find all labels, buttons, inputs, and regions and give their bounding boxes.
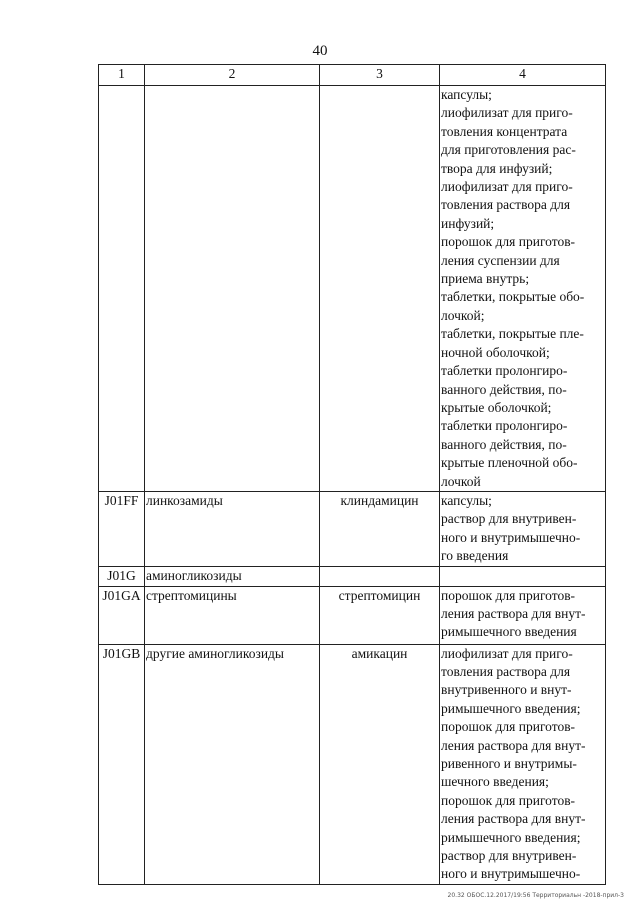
dosage-form-line: ления раствора для внут-: [441, 737, 586, 753]
dosage-form-line: раствор для внутривен-: [441, 848, 577, 864]
dosage-form-line: таблетки пролонгиро-: [441, 418, 568, 434]
pharm-group-cell: линкозамиды: [145, 491, 320, 566]
pharm-group-cell: другие аминогликозиды: [145, 644, 320, 884]
dosage-form-line: шечного введения;: [441, 774, 549, 790]
atc-code-cell: J01G: [99, 566, 145, 586]
dosage-form-line: порошок для приготов-: [441, 234, 576, 250]
dosage-form-line: лочкой: [441, 473, 481, 489]
page-number: 40: [312, 43, 328, 59]
atc-code-cell: J01GA: [99, 586, 145, 644]
inn-cell: [320, 86, 440, 492]
dosage-form-line: раствор для внутривен-: [441, 511, 577, 527]
inn-cell: [320, 566, 440, 586]
dosage-form-line: порошок для приготов-: [441, 719, 576, 735]
inn-cell: амикацин: [320, 644, 440, 884]
dosage-form-line: внутривенного и внут-: [441, 682, 572, 698]
dosage-form-line: капсулы;: [441, 87, 492, 102]
atc-code-cell: [99, 86, 145, 492]
header-cell: 3: [320, 65, 440, 86]
dosage-form-line: ления раствора для внут-: [441, 605, 586, 621]
footer-stamp: 20.32 ОБОС.12.2017/19:56 Территориальн -2018-прил-3: [447, 892, 624, 899]
header-cell: 4: [440, 65, 606, 86]
dosage-form-line: приема внутрь;: [441, 271, 530, 287]
dosage-form-line: ванного действия, по-: [441, 381, 567, 397]
dosage-form-line: лиофилизат для приго-: [441, 105, 573, 121]
table-header-row: [99, 65, 606, 86]
pharm-group-cell: [145, 86, 320, 492]
atc-code-cell: J01GB: [99, 644, 145, 884]
dosage-forms-cell: [440, 566, 606, 586]
dosage-form-line: капсулы;: [441, 492, 492, 508]
header-cell: 2: [145, 65, 320, 86]
dosage-form-line: инфузий;: [441, 215, 495, 231]
pharm-group-cell: аминогликозиды: [145, 566, 320, 586]
dosage-form-line: римышечного введения;: [441, 829, 581, 845]
table-row: [99, 586, 606, 644]
dosage-forms-cell: [440, 586, 606, 644]
dosage-form-line: ночной оболочкой;: [441, 344, 550, 360]
dosage-form-line: порошок для приготов-: [441, 792, 576, 808]
dosage-form-line: лочкой;: [441, 307, 485, 323]
dosage-form-line: лиофилизат для приго-: [441, 645, 573, 661]
inn-cell: клиндамицин: [320, 491, 440, 566]
dosage-form-line: товления раствора для: [441, 197, 571, 213]
dosage-form-line: крытые пленочной обо-: [441, 455, 578, 471]
atc-code-cell: J01FF: [99, 491, 145, 566]
dosage-form-line: лиофилизат для приго-: [441, 179, 573, 195]
dosage-form-line: таблетки пролонгиро-: [441, 363, 568, 379]
dosage-form-line: ного и внутримышечно-: [441, 866, 581, 882]
table-row: [99, 566, 606, 586]
dosage-forms-cell: [440, 644, 606, 884]
inn-cell: стрептомицин: [320, 586, 440, 644]
dosage-form-line: ного и внутримышечно-: [441, 529, 581, 545]
dosage-form-line: римышечного введения: [441, 624, 577, 640]
drug-table: [98, 64, 606, 885]
dosage-form-line: для приготовления рас-: [441, 142, 576, 158]
dosage-form-line: порошок для приготов-: [441, 587, 576, 603]
dosage-form-line: ривенного и внутримы-: [441, 756, 577, 771]
table-row: [99, 491, 606, 566]
table-row: [99, 644, 606, 884]
dosage-form-line: товления концентрата: [441, 123, 568, 139]
dosage-form-line: твора для инфузий;: [441, 160, 553, 176]
dosage-form-line: римышечного введения;: [441, 700, 581, 716]
dosage-form-line: ления раствора для внут-: [441, 811, 586, 827]
dosage-form-line: го введения: [441, 548, 509, 564]
header-cell: 1: [99, 65, 145, 86]
dosage-forms-cell: [440, 491, 606, 566]
dosage-form-line: товления раствора для: [441, 663, 571, 679]
dosage-form-line: ванного действия, по-: [441, 436, 567, 452]
table-row: [99, 86, 606, 492]
dosage-form-line: ления суспензии для: [441, 252, 560, 268]
pharm-group-cell: стрептомицины: [145, 586, 320, 644]
dosage-forms-cell: [440, 86, 606, 492]
dosage-form-line: таблетки, покрытые обо-: [441, 289, 585, 305]
dosage-form-line: крытые оболочкой;: [441, 399, 552, 415]
dosage-form-line: таблетки, покрытые пле-: [441, 326, 584, 342]
